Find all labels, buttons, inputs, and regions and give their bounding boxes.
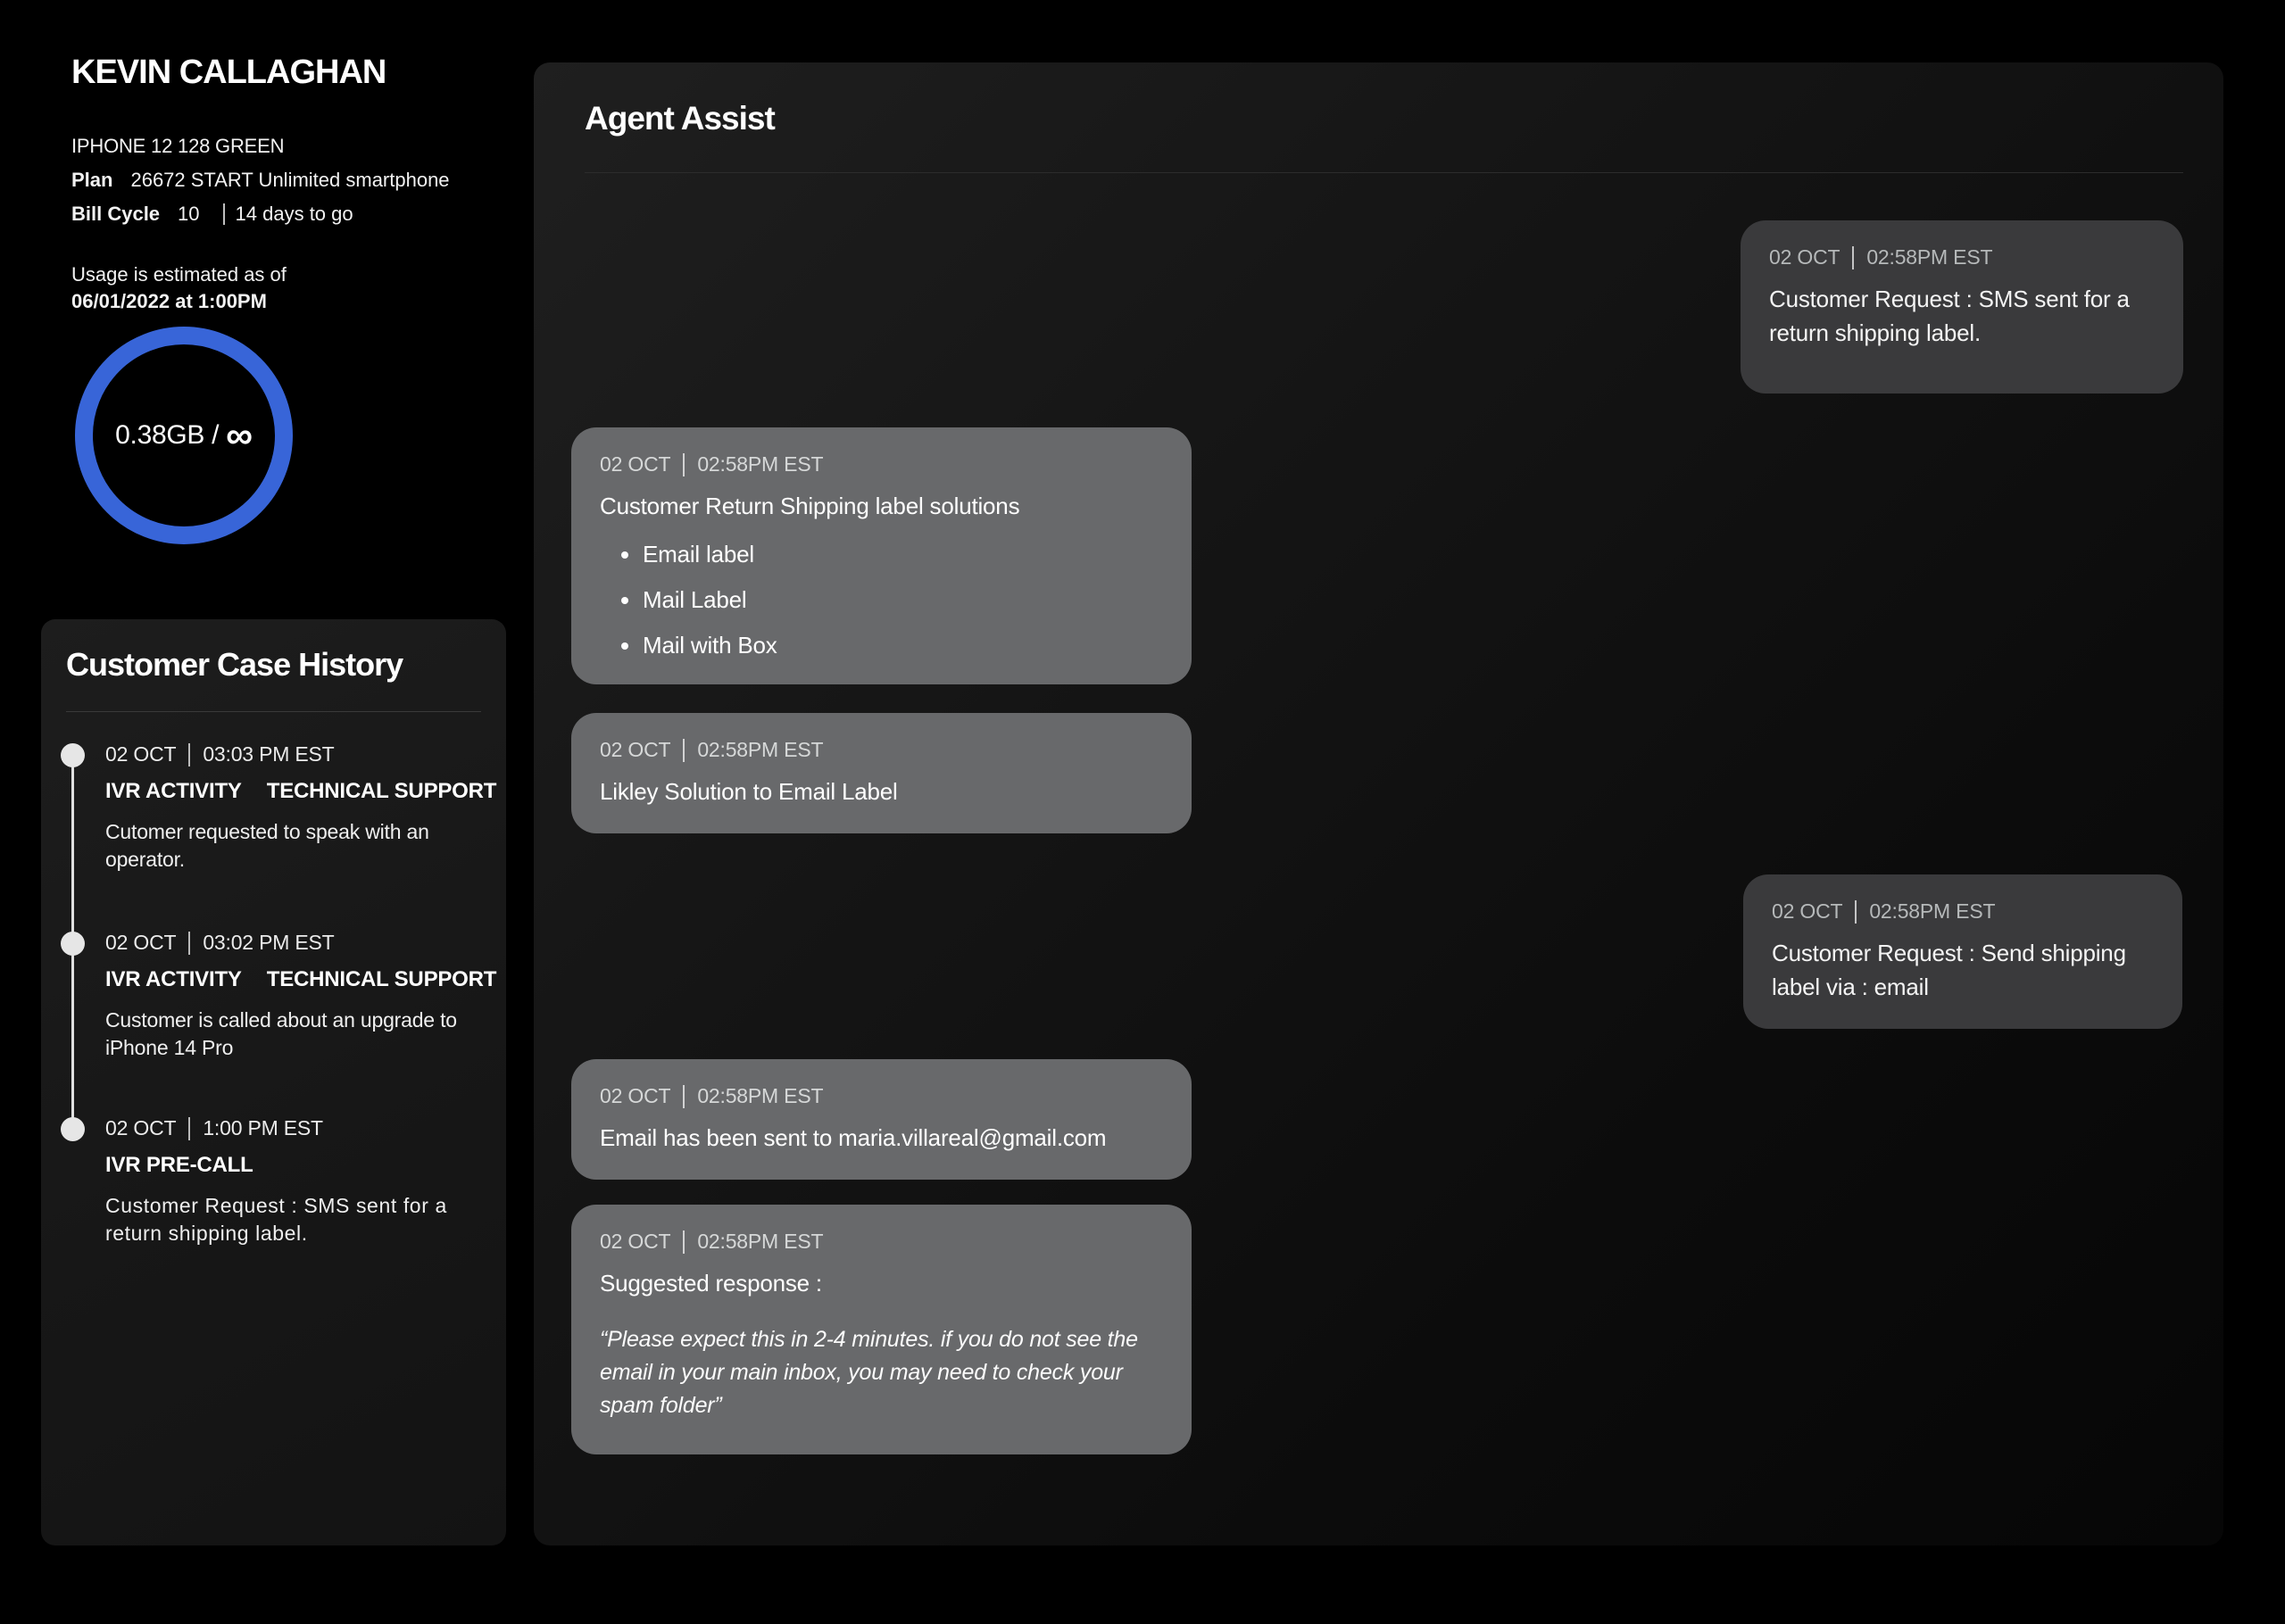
chat-bubble-likely-solution <box>571 713 1192 833</box>
infinity-icon: ∞ <box>226 414 253 456</box>
item-description: Cutomer requested to speak with an operator. <box>105 820 429 871</box>
bubble-timestamp <box>600 1230 1163 1254</box>
divider-bar <box>683 1085 685 1108</box>
bubble-timestamp <box>600 738 1163 762</box>
bubble-time: 02:58PM EST <box>1866 245 1993 269</box>
bubble-text: Likley Solution to Email Label <box>600 778 898 805</box>
bill-cycle-row <box>71 203 500 226</box>
timeline-dot <box>61 743 85 767</box>
divider-bar <box>1852 246 1854 269</box>
divider-bar <box>683 1230 685 1254</box>
bubble-text: Email has been sent to maria.villareal@gmail.com <box>600 1124 1107 1151</box>
chat-bubble-email-sent <box>571 1059 1192 1180</box>
chat-bubble-send-label-via-email <box>1743 874 2182 1029</box>
item-category: IVR ACTIVITY <box>105 779 242 803</box>
bubble-timestamp <box>600 1084 1163 1108</box>
divider-bar <box>683 739 685 762</box>
customer-name: KEVIN CALLAGHAN <box>71 54 386 91</box>
bubble-date: 02 OCT <box>600 1230 671 1253</box>
bubble-timestamp <box>600 452 1163 476</box>
plan-row <box>71 169 500 192</box>
bill-cycle-label: Bill Cycle <box>71 203 161 225</box>
bubble-date: 02 OCT <box>1772 899 1843 923</box>
bubble-text: Customer Request : SMS sent for a return shipping label. <box>1769 286 2130 346</box>
bubble-time: 02:58PM EST <box>697 738 824 761</box>
bubble-timestamp <box>1772 899 2154 924</box>
bubble-time: 02:58PM EST <box>697 1084 824 1107</box>
customer-case-history-panel <box>41 619 506 1545</box>
chat-bubble-customer-request-sms <box>1741 220 2183 394</box>
bubble-text: Suggested response : <box>600 1270 822 1297</box>
divider-bar <box>188 932 190 955</box>
divider-bar <box>1855 900 1857 924</box>
usage-note <box>71 261 500 315</box>
divider-bar <box>188 1117 190 1140</box>
agent-assist-title: Agent Assist <box>585 100 775 137</box>
bill-cycle-days: 14 days to go <box>235 203 353 225</box>
item-header <box>105 1153 480 1178</box>
case-history-item <box>105 742 497 874</box>
item-time: 1:00 PM EST <box>203 1116 323 1139</box>
timeline-dot <box>61 932 85 956</box>
bubble-time: 02:58PM EST <box>697 452 824 476</box>
bubble-date: 02 OCT <box>600 452 671 476</box>
item-timestamp <box>105 742 480 766</box>
usage-note-line1: Usage is estimated as of <box>71 263 287 286</box>
timeline-dot <box>61 1117 85 1141</box>
divider-bar <box>683 453 685 476</box>
chat-bubble-shipping-label-solutions <box>571 427 1192 684</box>
item-time: 03:03 PM EST <box>203 742 335 766</box>
data-usage-gauge <box>75 327 293 544</box>
case-history-title: Customer Case History <box>66 646 403 683</box>
solution-options-list <box>600 541 1163 659</box>
item-date: 02 OCT <box>105 1116 177 1139</box>
agent-assist-panel <box>534 62 2223 1545</box>
item-description: Customer is called about an upgrade to iPhone 14 Pro <box>105 1008 457 1059</box>
bill-cycle-value: 10 <box>178 203 200 225</box>
case-history-item <box>105 931 497 1062</box>
item-time: 03:02 PM EST <box>203 931 335 954</box>
plan-value: 26672 START Unlimited smartphone <box>130 169 450 191</box>
item-subcategory: TECHNICAL SUPPORT <box>266 967 497 991</box>
usage-amount: 0.38GB / ∞ <box>115 414 253 456</box>
item-subcategory: TECHNICAL SUPPORT <box>266 779 497 803</box>
item-date: 02 OCT <box>105 931 177 954</box>
item-category: IVR PRE-CALL <box>105 1153 253 1177</box>
item-header <box>105 779 497 804</box>
divider-bar <box>223 203 225 225</box>
divider-bar <box>188 743 190 766</box>
suggested-response-quote: “Please expect this in 2-4 minutes. if you do not see the email in your main inbox, you may need to check your spam folder” <box>600 1327 1138 1418</box>
customer-device: IPHONE 12 128 GREEN <box>71 135 285 157</box>
item-header <box>105 967 497 992</box>
bubble-date: 02 OCT <box>1769 245 1840 269</box>
solution-option-mail-with-box[interactable]: Mail with Box <box>600 632 1163 659</box>
solution-option-email-label[interactable]: Email label <box>600 541 1163 568</box>
bubble-timestamp <box>1769 245 2155 269</box>
bubble-text: Customer Request : Send shipping label via : email <box>1772 940 2126 1000</box>
item-description: Customer Request : SMS sent for a return shipping label. <box>105 1194 447 1245</box>
case-history-timeline <box>41 619 506 1545</box>
item-date: 02 OCT <box>105 742 177 766</box>
bubble-text: Customer Return Shipping label solutions <box>600 493 1020 519</box>
item-timestamp <box>105 1116 480 1140</box>
bubble-date: 02 OCT <box>600 1084 671 1107</box>
bubble-date: 02 OCT <box>600 738 671 761</box>
bubble-time: 02:58PM EST <box>1869 899 1996 923</box>
plan-label: Plan <box>71 169 113 191</box>
item-timestamp <box>105 931 480 955</box>
item-category: IVR ACTIVITY <box>105 967 242 991</box>
chat-bubble-suggested-response[interactable] <box>571 1205 1192 1454</box>
divider <box>585 172 2183 173</box>
solution-option-mail-label[interactable]: Mail Label <box>600 586 1163 614</box>
bubble-time: 02:58PM EST <box>697 1230 824 1253</box>
customer-summary-panel <box>71 54 500 315</box>
case-history-item <box>105 1116 480 1247</box>
usage-note-line2: 06/01/2022 at 1:00PM <box>71 290 267 312</box>
